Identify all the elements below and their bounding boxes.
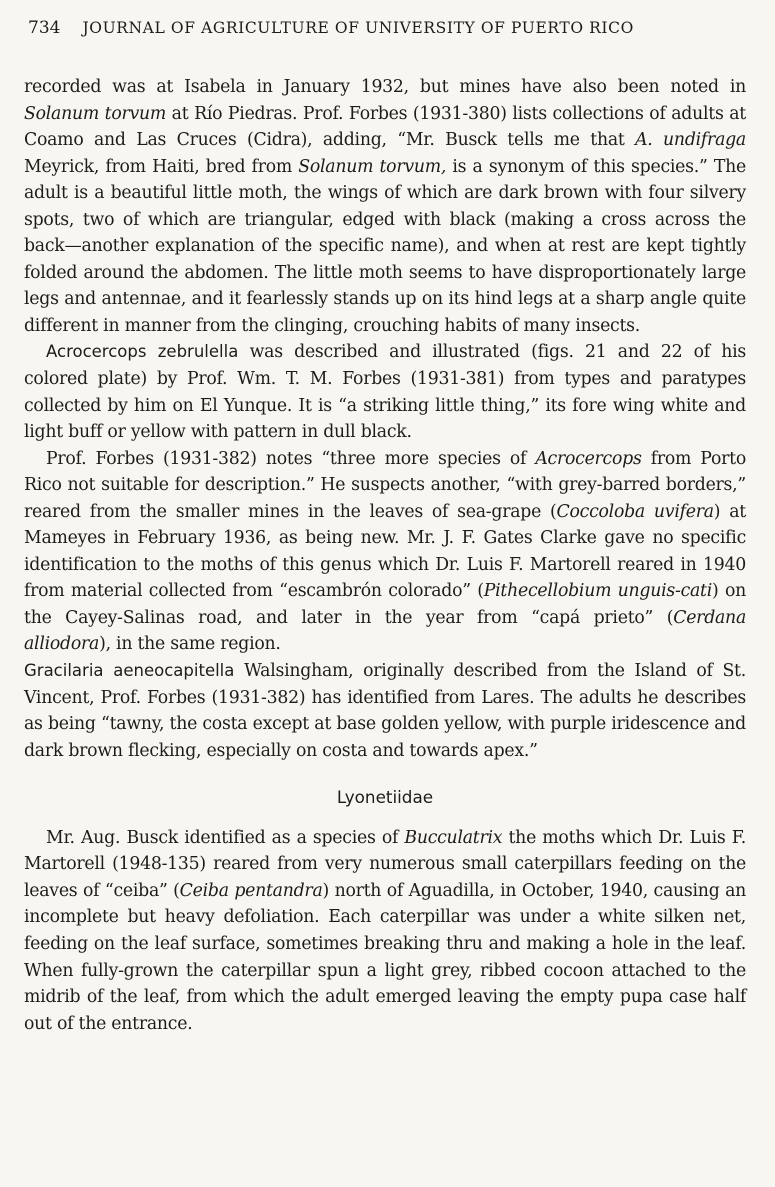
paragraph-2 [24, 339, 746, 445]
running-title: JOURNAL OF AGRICULTURE OF UNIVERSITY OF PUERTO RICO [82, 19, 634, 37]
text-run: ) on the Cayey-Salinas road, and later in the year from “capá prieto” ( [24, 581, 746, 628]
paragraph-1 [24, 74, 746, 339]
species-name: Cerdana alliodora [24, 607, 746, 655]
page-number: 734 [28, 18, 61, 38]
text-run: Prof. Forbes (1931-382) notes “three more species of [46, 448, 536, 469]
article-body [24, 74, 746, 1037]
species-name: Bucculatrix [404, 827, 503, 848]
section-heading: Lyonetiidae [336, 787, 434, 808]
text-run: ), in the same region. [99, 634, 281, 655]
text-run: from Porto Rico not suitable for description.” He suspects another, “with grey-barred borders,” reared from the smaller mines in the leaves of sea-grape ( [24, 448, 746, 522]
text-run: ) at Mameyes in February 1936, as being new. Mr. J. F. Gates Clarke gave no specific identification to the moths of this genus which Dr. Luis F. Martorell reared in 1940 from material collected from “escambrón colorado” ( [24, 501, 746, 602]
text-run: recorded was at Isabela in January 1932, but mines have also been noted in [24, 77, 746, 97]
paragraph-3 [24, 446, 746, 658]
species-heading: Acrocercops zebrulella [46, 342, 239, 362]
species-name: A. undifraga [635, 130, 746, 151]
text-run: ) north of Aguadilla, in October, 1940, causing an incomplete but heavy defoliation. Each caterpillar was under a white silken net, feeding on the leaf surface, sometimes breaking thru and making a hole in the leaf. When fully-grown the caterpillar spun a light grey, ribbed cocoon attached to the midrib of the leaf, from which the adult emerged leaving the empty pupa case half out of the entrance. [24, 880, 747, 1034]
species-name: Coccoloba uvifera [556, 501, 714, 522]
species-heading: Gracilaria aeneocapitella [24, 661, 235, 681]
text-run: was described and illustrated (figs. 21 and 22 of his colored plate) by Prof. Wm. T. M. Forbes (1931-381) from types and paratypes collected by him on El Yunque. It is “a striking little thing,” its fore wing white and light buff or yellow with pattern in dull black. [24, 342, 747, 443]
text-run: the moths which Dr. Luis F. Martorell (1948-135) reared from very numerous small caterpillars feeding on the leaves of “ceiba” ( [24, 827, 746, 901]
text-run: Walsingham, originally described from the Island of St. Vincent, Prof. Forbes (1931-382) has identified from Lares. The adults he describes as being “tawny, the costa except at base golden yellow, with purple iridescence and dark brown flecking, especially on costa and towards apex.” [24, 661, 746, 761]
species-name: Pithecellobium unguis-cati [483, 581, 713, 602]
paragraph-4 [24, 658, 746, 764]
species-name: Solanum torvum, [298, 156, 447, 177]
paragraph-5 [24, 825, 746, 1037]
species-name: Acrocercops [535, 448, 642, 469]
text-run: at Río Piedras. Prof. Forbes (1931-380) lists collections of adults at Coamo and Las Cruces (Cidra), adding, “Mr. Busck tells me that [24, 103, 746, 151]
text-run: is a synonym of this species.” The adult is a beautiful little moth, the wings of which are dark brown with four silvery spots, two of which are triangular, edged with black (making a cross across the back—another explanation of the specific name), and when at rest are kept tightly folded around the abdomen. The little moth seems to have disproportionately large legs and antennae, and it fearlessly stands up on its hind legs at a sharp angle quite different in manner from the clinging, crouching habits of many insects. [24, 156, 746, 336]
text-run: Mr. Aug. Busck identified as a species of [46, 827, 405, 848]
running-header [28, 18, 748, 48]
species-name: Solanum torvum [24, 103, 167, 124]
species-name: Ceiba pentandra [179, 880, 323, 901]
text-run: Meyrick, from Haiti, bred from [24, 156, 299, 177]
